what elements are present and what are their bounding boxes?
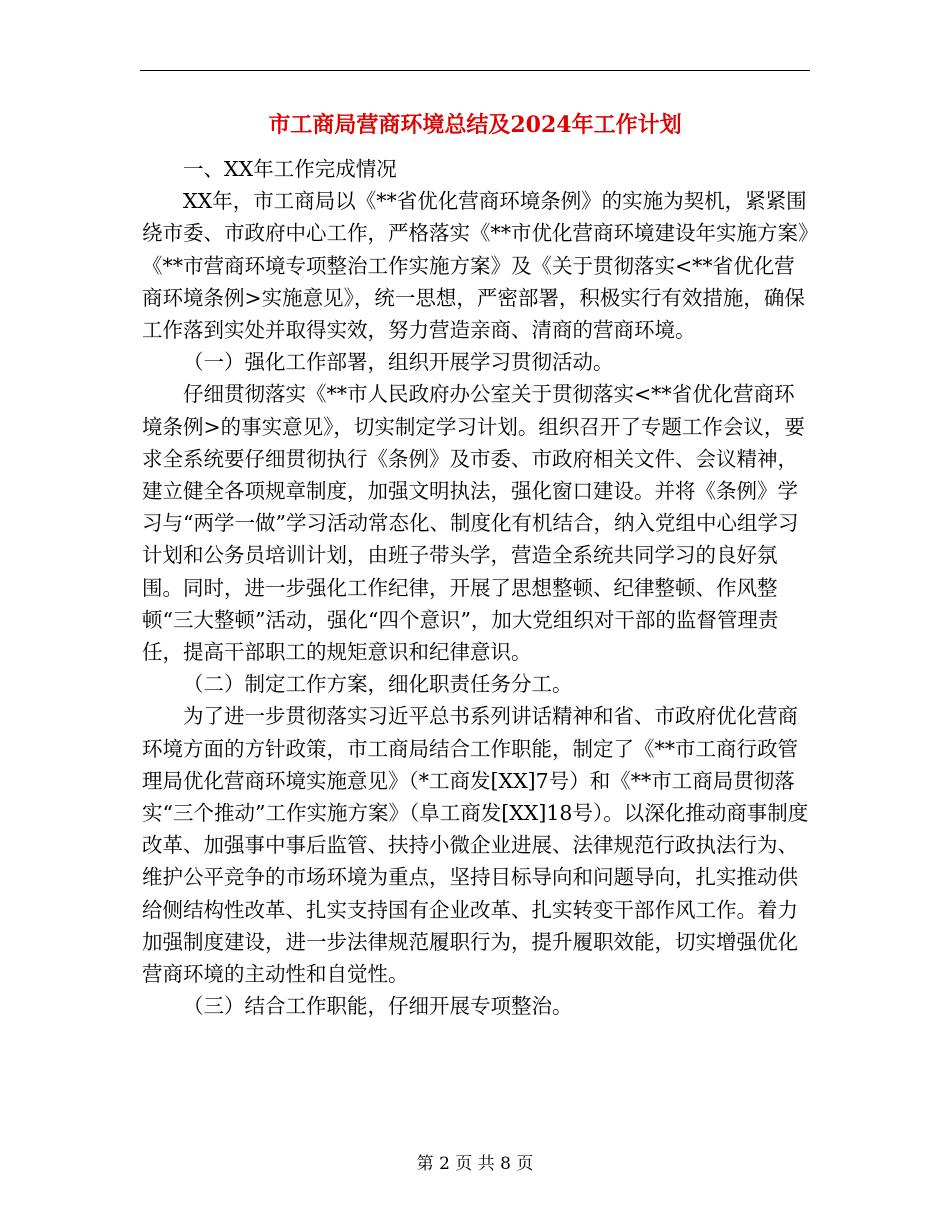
page-number-footer: 第 2 页 共 8 页 — [416, 1154, 534, 1174]
document-title: 市工商局营商环境总结及2024年工作计划 — [268, 112, 682, 138]
subsection-heading: （三）结合工作职能，仔细开展专项整治。 — [183, 994, 573, 1019]
body-paragraph: XX年，市工商局以《**省优化营商环境条例》的实施为契机，紧紧围绕市委、市政府中心工作，严格落实《**市优化营商环境建设年实施方案》《**市营商环境专项整治工作实施方案》及《关于贯彻落实<**省优化营商环境条例>实施意见》，统一思想，严密部署，积极实行有效措施，确保工作落到实处并取得实效，努力营造亲商、清商的营商环境。 — [142, 189, 809, 343]
body-paragraph: 仔细贯彻落实《**市人民政府办公室关于贯彻落实<**省优化营商环境条例>的事实意见》，切实制定学习计划。组织召开了专题工作会议，要求全系统要仔细贯彻执行《条例》及市委、市政府相关文件、会议精神，建立健全各项规章制度，加强文明执法，强化窗口建设。并将《条例》学习与“两学一做”学习活动常态化、制度化有机结合，纳入党组中心组学习计划和公务员培训计划，由班子带头学，营造全系统共同学习的良好氛围。同时，进一步强化工作纪律，开展了思想整顿、纪律整顿、作风整顿“三大整顿”活动，强化“四个意识”，加大党组织对干部的监督管理责任，提高干部职工的规矩意识和纪律意识。 — [142, 382, 805, 665]
document-body — [142, 153, 812, 1022]
subsection-heading: （一）强化工作部署，组织开展学习贯彻活动。 — [183, 350, 614, 375]
section-heading: 一、XX年工作完成情况 — [183, 157, 397, 181]
body-paragraph: 为了进一步贯彻落实习近平总书系列讲话精神和省、市政府优化营商环境方面的方针政策，市工商局结合工作职能，制定了《**市工商行政管理局优化营商环境实施意见》（*工商发[XX]7号）和《**市工商局贯彻落实“三个推动”工作实施方案》（阜工商发[XX]18号）。以深化推动商事制度改革、加强事中事后监管、扶持小微企业进展、法律规范行政执法行为、维护公平竞争的市场环境为重点，坚持目标导向和问题导向，扎实推动供给侧结构性改革、扎实支持国有企业改革、扎实转变干部作风工作。着力加强制度建设，进一步法律规范履职行为，提升履职效能，切实增强优化营商环境的主动性和自觉性。 — [142, 704, 809, 987]
subsection-heading: （二）制定工作方案，细化职责任务分工。 — [183, 672, 573, 697]
header-rule — [140, 70, 810, 71]
